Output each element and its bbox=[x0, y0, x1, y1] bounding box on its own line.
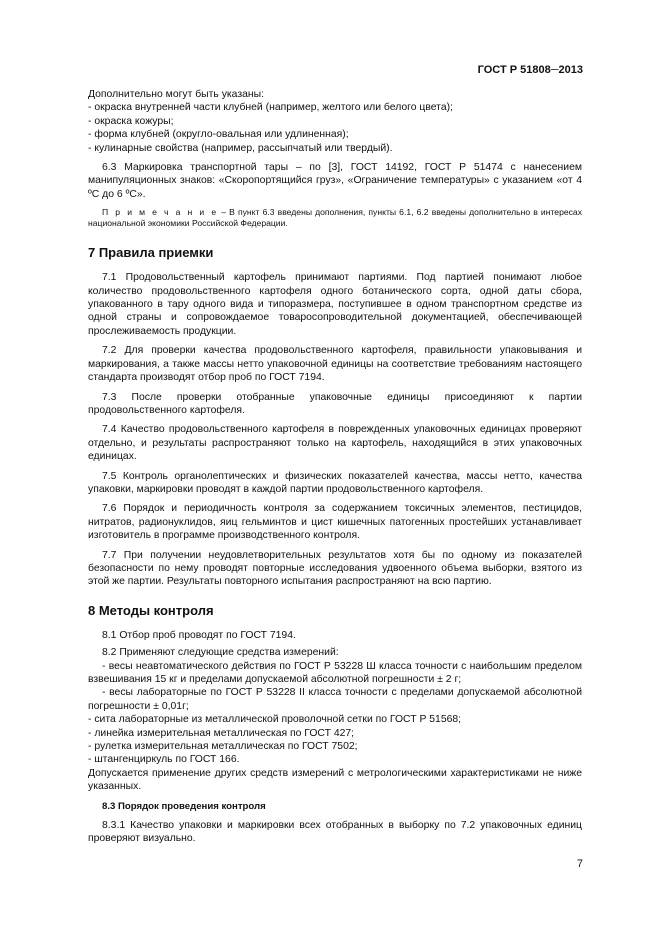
instrument-item: - весы неавтоматического действия по ГОСТ Р 53228 Ш класса точности с наибольшим пределом взвешивания 15 кг и пределами допускаемой абсолютной погрешности ± 2 г; bbox=[88, 660, 582, 685]
intro-item: - форма клубней (округло-овальная или удлиненная); bbox=[88, 129, 349, 141]
paragraph-8-2: 8.2 Применяют следующие средства измерений: bbox=[102, 647, 339, 659]
paragraph-8-3-1: 8.3.1 Качество упаковки и маркировки всех отобранных в выборку по 7.2 упаковочных единиц проверяют визуально. bbox=[88, 820, 582, 845]
instrument-item: - штангенциркуль по ГОСТ 166. bbox=[88, 754, 240, 766]
subsection-8-3-title: 8.3 Порядок проведения контроля bbox=[102, 800, 266, 812]
page-number: 7 bbox=[576, 858, 583, 870]
section-8-title: 8 Методы контроля bbox=[88, 602, 214, 618]
instrument-item: - весы лабораторные по ГОСТ Р 53228 II класса точности с пределами допускаемой абсолютной погрешности ± 0,01г; bbox=[88, 687, 582, 712]
note-text: – В пункт 6.3 введены дополнения, пункты 6.1, 6.2 введены дополнительно в интересах национальной экономики Российской Федерации. bbox=[88, 207, 583, 229]
note bbox=[88, 207, 582, 229]
paragraph-allowed: Допускается применение других средств измерений с метрологическими характеристиками не ниже указанных. bbox=[88, 767, 582, 793]
paragraph-7-7: 7.7 При получении неудовлетворительных результатов хотя бы по одному из показателей безопасности по нему проводят повторные исследования удвоенного объема выборки, взятого из этой же партии. Результаты повторного испытания распространяют на всю партию. bbox=[88, 549, 582, 588]
instrument-item: - сита лабораторные из металлической проволочной сетки по ГОСТ Р 51568; bbox=[88, 714, 462, 726]
intro-item: - окраска кожуры; bbox=[88, 115, 174, 127]
paragraph-7-6: 7.6 Порядок и периодичность контроля за содержанием токсичных элементов, пестицидов, нитратов, радионуклидов, яиц гельминтов и цист кишечных патогенных простейших устанавливает изготовитель в программе производственного контроля. bbox=[88, 503, 582, 542]
section-7-title: 7 Правила приемки bbox=[88, 245, 214, 261]
page-content bbox=[88, 88, 582, 846]
note-label: П р и м е ч а н и е bbox=[102, 207, 219, 218]
document-header: ГОСТ Р 51808─2013 bbox=[477, 64, 583, 76]
paragraph-7-5: 7.5 Контроль органолептических и физических показателей качества, массы нетто, качества упаковки, маркировки проводят в каждой партии продовольственного картофеля. bbox=[88, 470, 582, 495]
paragraph-7-1: 7.1 Продовольственный картофель принимают партиями. Под партией понимают любое количество продовольственного картофеля одного ботанического сорта, одной даты сбора, упакованного в тару одного вида и типоразмера, поступившее в одном транспортном средстве из одной страны и сопровождаемое товаросопроводительной документацией, обеспечивающей прослеживаемость продукции. bbox=[88, 272, 582, 337]
intro-item: - окраска внутренней части клубней (например, желтого или белого цвета); bbox=[88, 102, 453, 114]
paragraph-6-3: 6.3 Маркировка транспортной тары – по [3], ГОСТ 14192, ГОСТ Р 51474 с нанесением манипуляционных знаков: «Скоропортящийся груз», «Ограничение температуры» с указанием «от 4 ºС до 6 ºС». bbox=[88, 162, 582, 200]
instrument-item: - линейка измерительная металлическая по ГОСТ 427; bbox=[88, 727, 355, 739]
instrument-item: - рулетка измерительная металлическая по ГОСТ 7502; bbox=[88, 741, 358, 753]
paragraph-7-2: 7.2 Для проверки качества продовольственного картофеля, правильности упаковывания и маркирования, а также массы нетто упаковочной единицы на соответствие требованиям настоящего стандарта производят отбор проб по ГОСТ 7194. bbox=[88, 345, 582, 384]
intro-lead: Дополнительно могут быть указаны: bbox=[88, 89, 264, 100]
paragraph-7-3: 7.3 После проверки отобранные упаковочные единицы присоединяют к партии продовольственного картофеля. bbox=[88, 391, 582, 416]
paragraph-8-1: 8.1 Отбор проб проводят по ГОСТ 7194. bbox=[102, 629, 296, 641]
intro-item: - кулинарные свойства (например, рассыпчатый или твердый). bbox=[88, 142, 393, 154]
paragraph-7-4: 7.4 Качество продовольственного картофеля в поврежденных упаковочных единицах проверяют отдельно, и результаты распространяют только на картофель, находящийся в этих упаковочных единицах. bbox=[88, 424, 582, 463]
